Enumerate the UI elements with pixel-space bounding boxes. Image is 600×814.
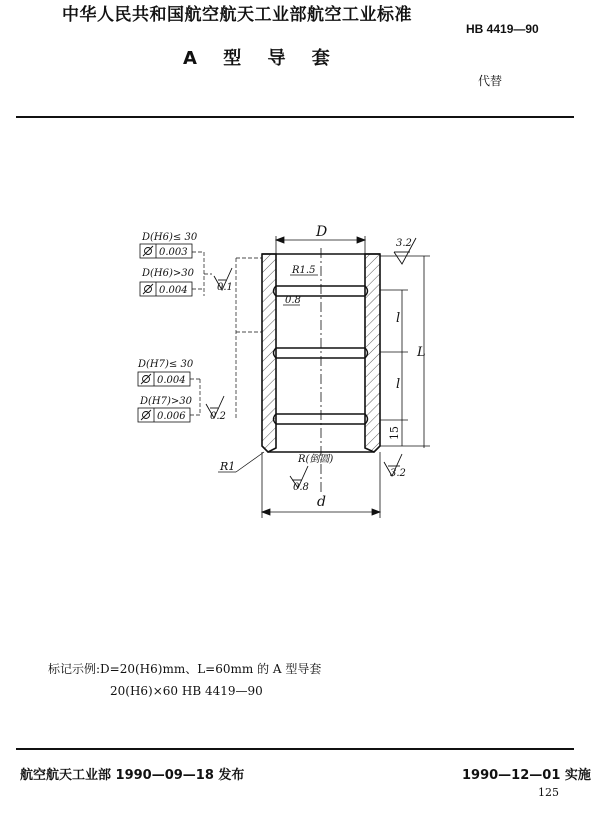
- tolerance-leaders: [190, 252, 262, 420]
- document-title: A 型 导 套: [183, 48, 340, 69]
- standard-code: HB 4419—90: [466, 22, 539, 36]
- effective-date: 1990—12—01 实施: [462, 768, 591, 783]
- marking-example-line2: 20(H6)×60 HB 4419—90: [110, 684, 263, 698]
- roughness-label-02: 0.2: [210, 411, 226, 422]
- marking-example-line1: 标记示例:D=20(H6)mm、L=60mm 的 A 型导套: [48, 662, 322, 676]
- tol-cond-2: D(H6)>30: [142, 268, 195, 279]
- oil-grooves: [274, 286, 368, 424]
- tol-cond-3: D(H7)≤ 30: [138, 359, 194, 370]
- leader-R1-pointer: [236, 452, 264, 472]
- page-number: 125: [538, 786, 559, 799]
- dim-d-label: d: [317, 494, 326, 510]
- label-R1: R1: [220, 460, 236, 473]
- roughness-label-32-bottom: 3.2: [390, 468, 406, 479]
- roughness-label-top: 3.2: [396, 238, 412, 249]
- tol-cond-1: D(H6)≤ 30: [142, 232, 198, 243]
- dim-L-label: L: [417, 345, 426, 360]
- roughness-label-01: 0.1: [217, 282, 233, 293]
- tol-value-1: 0.003: [159, 247, 188, 258]
- roughness-label-08-bottom: 0.8: [293, 482, 309, 493]
- dim-D-label: D: [316, 224, 328, 240]
- tol-value-3: 0.004: [157, 375, 186, 386]
- replaces-label: 代替: [478, 74, 503, 88]
- footer-rule: [16, 748, 574, 750]
- dim-15-label: 15: [388, 426, 401, 440]
- tol-cond-4: D(H7)>30: [140, 396, 193, 407]
- dim-l-upper-label: l: [396, 311, 401, 326]
- standard-header-title: 中华人民共和国航空航天工业部航空工业标准: [62, 5, 412, 25]
- label-R-rounded: R(倒圆): [298, 454, 334, 465]
- label-R15: R1.5: [292, 265, 316, 276]
- tol-value-2: 0.004: [159, 285, 188, 296]
- label-08-inner: 0.8: [285, 295, 301, 306]
- issue-info: 航空航天工业部 1990—09—18 发布: [20, 768, 245, 783]
- tol-value-4: 0.006: [157, 411, 186, 422]
- dim-l-lower-label: l: [396, 377, 401, 392]
